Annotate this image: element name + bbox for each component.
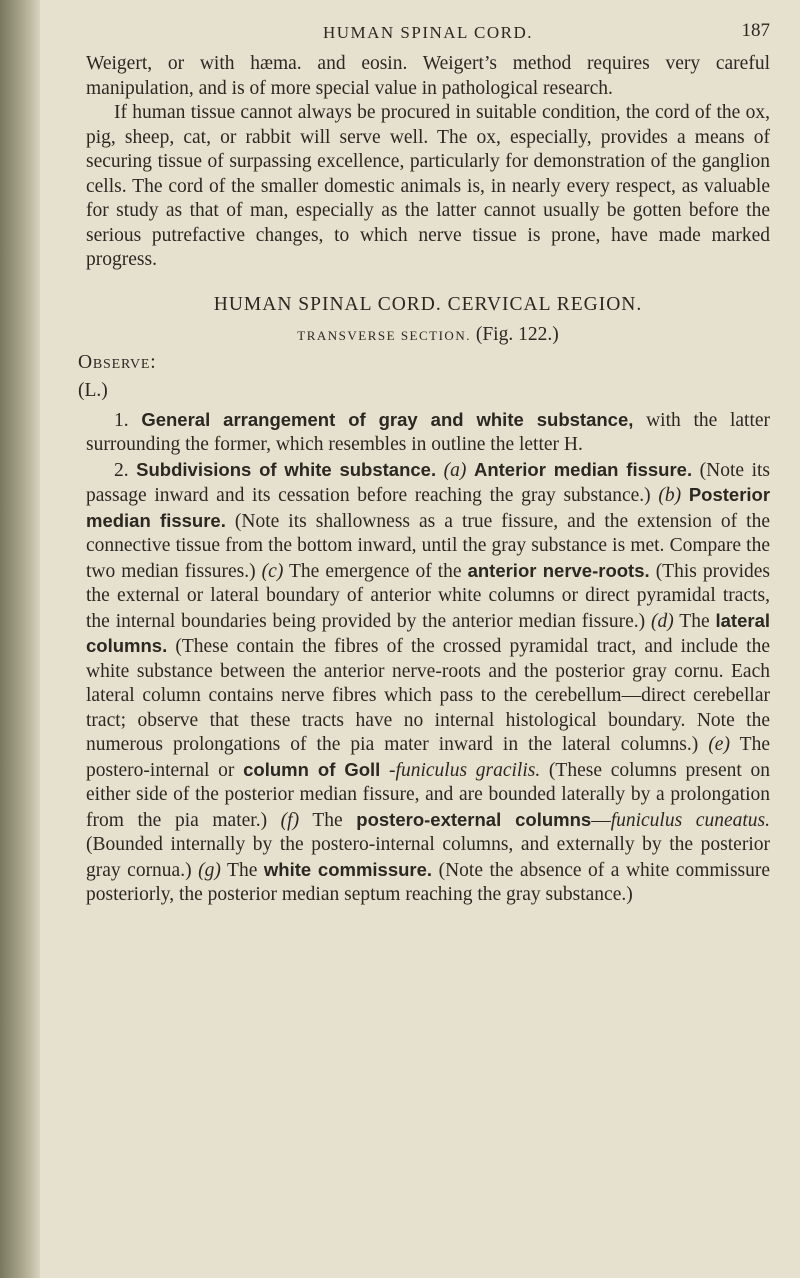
item-2b-heading: Posterior median fissure. (86, 484, 771, 531)
subtitle-transverse-section: TRANSVERSE SECTION. (297, 328, 471, 343)
item-2d-heading: lateral columns. (86, 609, 771, 656)
item-2c-mark: (c) (261, 560, 284, 582)
item-2g-text: (Note the absence of a white commissure posteriorly, the posterior median septum reaching the gray substance.) (86, 859, 771, 905)
item-2e-mark: (e) (708, 734, 730, 755)
item-2c-pre: The emergence of the (289, 560, 462, 582)
page-number: 187 (741, 20, 770, 41)
item-2c-text: (This provides the external or lateral boundary of anterior white columns or direct pyramidal tracts, the internal boundaries being provided by the anterior median fissure.) (86, 560, 771, 632)
item-1-heading: General arrangement of gray and white substance, (141, 408, 634, 430)
running-head-title: HUMAN SPINAL CORD. (322, 23, 534, 42)
item-2g-pre: The (227, 859, 258, 881)
item-2 (86, 458, 770, 908)
section-subtitle (86, 323, 770, 349)
item-2f-text: (Bounded internally by the postero-internal columns, and externally by the posterior gray cornua.) (86, 834, 770, 881)
item-2f-dash: — (591, 809, 611, 831)
item-2a-mark: (a) (443, 459, 467, 481)
item-2f-heading: postero-external columns (356, 808, 592, 830)
intro-paragraph-2: If human tissue cannot always be procured in suitable condition, the cord of the ox, pig, sheep, cat, or rabbit will serve well. The ox, especially, provides a means of securing tissue of surpassing excellence, particularly for demonstration of the ganglion cells. The cord of the smaller domestic animals is, in nearly every respect, as valuable for study as that of man, especially as the latter cannot usually be gotten before the serious putrefactive changes, to which nerve tissue is prone, have made marked progress. (86, 102, 770, 270)
item-2e-latin: funiculus gracilis. (395, 759, 541, 781)
item-2g-mark: (g) (198, 859, 221, 881)
subtitle-figure-ref: (Fig. 122.) (475, 324, 559, 345)
item-2d-mark: (d) (651, 610, 674, 632)
item-2d-text: (These contain the fibres of the crossed pyramidal tract, and include the white substance between the anterior nerve-roots and the posterior gray cornu. Each lateral column contains nerve fibres which pass to the cerebellum—direct cerebellar tract; observe that these tracts have no internal histological boundary. Note the numerous prolongations of the pia mater inward in the lateral columns.) (86, 636, 770, 755)
item-2f-mark: (f) (280, 809, 300, 831)
item-2f-latin: funiculus cuneatus. (610, 809, 770, 831)
item-2e-dash: - (380, 759, 396, 781)
book-page (78, 18, 771, 908)
observe-heading: Observe: (78, 351, 157, 373)
item-2b-mark: (b) (658, 485, 682, 506)
item-2e-heading: column of Goll (243, 758, 381, 780)
observe-label: (L.) (78, 380, 108, 401)
item-1-number: 1. (114, 409, 129, 431)
item-2e-pre: The postero-internal or (86, 734, 770, 781)
item-2d-pre: The (679, 610, 710, 632)
item-2e-text: (These columns present on either side of the posterior median fissure, and are bounded laterally by a prolongation from the pia mater.) (86, 759, 771, 831)
item-2b-text: (Note its shallowness as a true fissure, and the extension of the connective tissue from the bottom inward, until the gray substance is met. Compare the two median fissures.) (86, 510, 770, 582)
item-1-text: with the latter surrounding the former, which resembles in outline the letter H. (86, 409, 771, 455)
item-2a-text: (Note its passage inward and its cessation before reaching the gray substance.) (86, 459, 771, 506)
book-binding-edge (0, 0, 40, 1278)
item-2g-heading: white commissure. (263, 858, 433, 880)
intro-paragraph-1: Weigert, or with hæma. and eosin. Weigert’s method requires very careful manipulation, and is of more special value in pathological research. (86, 53, 770, 99)
item-2-number: 2. (114, 459, 129, 481)
item-2-heading: Subdivisions of white substance. (136, 458, 437, 480)
running-head (86, 18, 770, 52)
section-title: HUMAN SPINAL CORD. CERVICAL REGION. (213, 293, 643, 315)
item-1 (86, 408, 770, 458)
item-2c-heading: anterior nerve-roots. (467, 559, 650, 581)
item-2f-pre: The (312, 809, 343, 831)
item-2a-heading: Anterior median fissure. (473, 458, 693, 480)
